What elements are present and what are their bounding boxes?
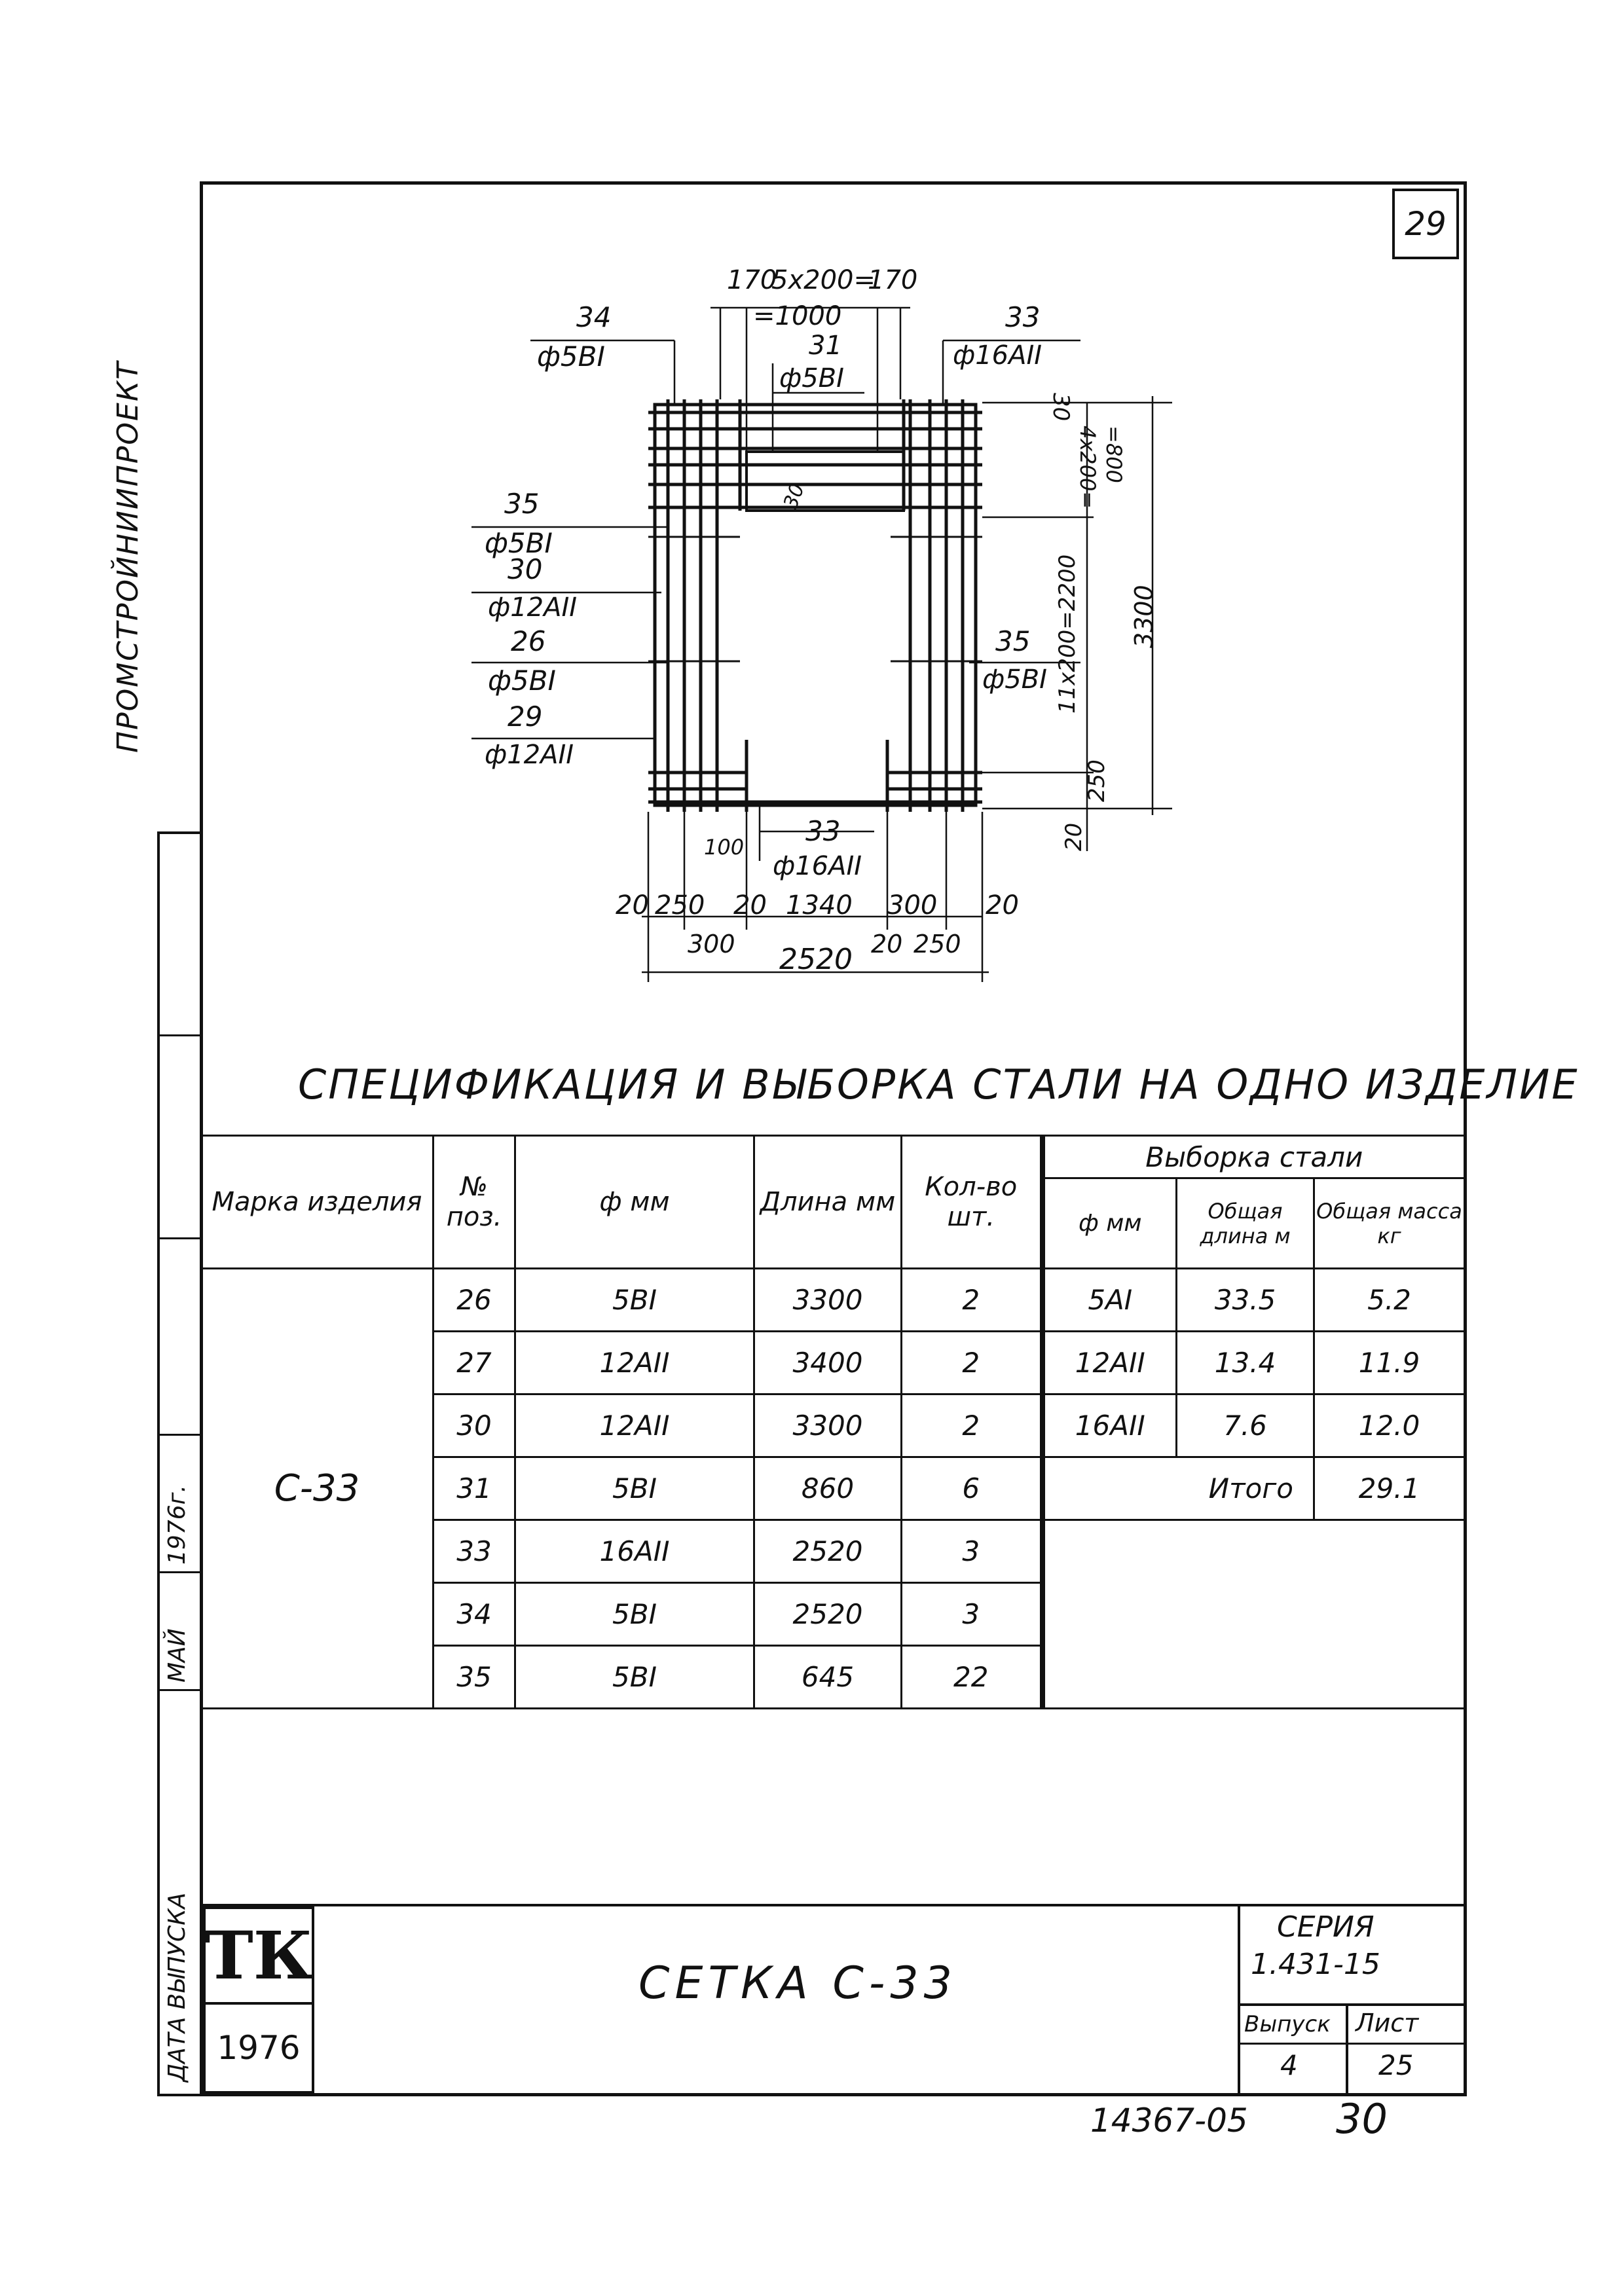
callout-dia: ф5ВI — [982, 665, 1047, 695]
dia-cell: 5ВI — [515, 1583, 754, 1646]
dim-bottom: 300 — [688, 930, 735, 958]
issue-sheet-divider — [1346, 2003, 1348, 2096]
dim-inner-b: 100 — [704, 835, 745, 860]
header-sel-dia: ф мм — [1043, 1178, 1177, 1269]
spec-table — [200, 1135, 1466, 1709]
qty-cell: 3 — [902, 1520, 1043, 1583]
sel-length-cell: 33.5 — [1177, 1269, 1314, 1332]
callout-pos: 33 — [1005, 301, 1041, 333]
sel-dia-cell: 12АII — [1043, 1332, 1177, 1394]
header-sel-length: Общая длина м — [1177, 1178, 1314, 1269]
title-block-year: 1976 — [203, 2005, 314, 2094]
callout-dia: ф12АII — [488, 592, 578, 623]
sheet-value: 25 — [1378, 2049, 1414, 2081]
callout-dia: ф16АII — [953, 340, 1043, 371]
dim-bottom-total: 2520 — [779, 943, 853, 976]
length-cell: 2520 — [754, 1583, 902, 1646]
header-sel-mass: Общая масса кг — [1314, 1178, 1465, 1269]
issue-divider — [1238, 2043, 1467, 2045]
callout-pos: 33 — [805, 815, 841, 847]
header-dia: ф мм — [515, 1136, 754, 1269]
stamp-divider — [157, 1434, 200, 1436]
callout-dia: ф5ВI — [485, 527, 553, 559]
callout-pos: 35 — [504, 488, 540, 520]
sel-dia-cell: 5АI — [1043, 1269, 1177, 1332]
dim-right-bottom: 250 — [1084, 759, 1110, 802]
qty-cell: 3 — [902, 1583, 1043, 1646]
dia-cell: 5ВI — [515, 1646, 754, 1709]
dim-top-middle: 5x200= — [771, 265, 876, 295]
qty-cell: 2 — [902, 1269, 1043, 1332]
stamp-divider — [157, 1571, 200, 1573]
dia-cell: 5ВI — [515, 1269, 754, 1332]
dim-right-upper-2: =800 — [1101, 426, 1126, 483]
dim-inner-a: 30 — [779, 481, 809, 512]
callout-pos: 35 — [995, 625, 1031, 657]
callout-dia: ф16АII — [773, 851, 862, 881]
header-length: Длина мм — [754, 1136, 902, 1269]
sel-mass-cell: 12.0 — [1314, 1394, 1465, 1457]
callout-dia: ф5ВI — [779, 363, 844, 393]
sel-length-cell: 7.6 — [1177, 1394, 1314, 1457]
sel-mass-cell: 11.9 — [1314, 1332, 1465, 1394]
organization-label: ПРОМСТРОЙНИИПРОЕКТ — [111, 361, 145, 753]
sheet-number: 29 — [1392, 189, 1459, 259]
issue-value: 4 — [1280, 2049, 1298, 2081]
sheet-label: Лист — [1356, 2009, 1419, 2037]
pos-cell: 34 — [434, 1583, 515, 1646]
dim-top-left: 170 — [727, 265, 777, 295]
qty-cell: 6 — [902, 1457, 1043, 1520]
dim-bottom: 1340 — [786, 890, 853, 920]
qty-cell: 22 — [902, 1646, 1043, 1709]
sel-mass-cell: 5.2 — [1314, 1269, 1465, 1332]
stamp-divider — [157, 1689, 200, 1691]
series-divider — [1238, 2003, 1467, 2006]
qty-cell: 2 — [902, 1332, 1043, 1394]
dim-bottom: 20 — [986, 890, 1019, 920]
dia-cell: 12АII — [515, 1394, 754, 1457]
pos-cell: 26 — [434, 1269, 515, 1332]
empty-cell — [1043, 1520, 1465, 1709]
dim-bottom: 250 — [655, 890, 705, 920]
stamp-month: МАЙ — [164, 1628, 191, 1683]
callout-pos: 31 — [809, 331, 842, 361]
pos-cell: 31 — [434, 1457, 515, 1520]
series-label: СЕРИЯ — [1277, 1910, 1375, 1944]
dim-top-right: 170 — [868, 265, 918, 295]
length-cell: 3300 — [754, 1269, 902, 1332]
drawing-title: СЕТКА С-33 — [638, 1958, 957, 2009]
header-selection: Выборка стали — [1043, 1136, 1465, 1178]
total-label: Итого — [1043, 1457, 1314, 1520]
issue-label: Выпуск — [1244, 2011, 1331, 2037]
dia-cell: 12АII — [515, 1332, 754, 1394]
length-cell: 860 — [754, 1457, 902, 1520]
sel-dia-cell: 16АII — [1043, 1394, 1177, 1457]
qty-cell: 2 — [902, 1394, 1043, 1457]
length-cell: 645 — [754, 1646, 902, 1709]
stamp-divider — [157, 1237, 200, 1239]
dim-right-top: 30 — [1048, 393, 1074, 422]
header-qty: Кол-во шт. — [902, 1136, 1043, 1269]
dim-bottom: 300 — [887, 890, 938, 920]
dim-bottom: 250 — [913, 930, 961, 958]
dim-right-middle: 11x200=2200 — [1054, 554, 1080, 714]
callout-dia: ф5ВI — [488, 665, 556, 697]
dim-bottom: 20 — [733, 890, 767, 920]
length-cell: 2520 — [754, 1520, 902, 1583]
length-cell: 3300 — [754, 1394, 902, 1457]
spec-title: СПЕЦИФИКАЦИЯ И ВЫБОРКА СТАЛИ НА ОДНО ИЗДЕЛИЕ — [298, 1061, 1579, 1108]
footer-code: 14367-05 — [1090, 2102, 1248, 2140]
sel-length-cell: 13.4 — [1177, 1332, 1314, 1394]
dim-top-middle-2: =1000 — [753, 301, 842, 331]
pos-cell: 27 — [434, 1332, 515, 1394]
stamp-year: 1976г. — [164, 1485, 191, 1565]
dim-bottom: 20 — [871, 930, 903, 958]
dia-cell: 16АII — [515, 1520, 754, 1583]
callout-pos: 26 — [511, 625, 546, 657]
callout-pos: 30 — [507, 553, 543, 585]
dim-bottom: 20 — [616, 890, 649, 920]
footer-page: 30 — [1336, 2095, 1388, 2143]
pos-cell: 35 — [434, 1646, 515, 1709]
callout-pos: 29 — [507, 701, 543, 733]
series-value: 1.431-15 — [1251, 1948, 1380, 1981]
length-cell: 3400 — [754, 1332, 902, 1394]
total-value: 29.1 — [1314, 1457, 1465, 1520]
header-mark: Марка изделия — [201, 1136, 434, 1269]
header-pos: № поз. — [434, 1136, 515, 1269]
dim-right-upper: 4x200= — [1075, 426, 1100, 509]
dia-cell: 5ВI — [515, 1457, 754, 1520]
callout-dia: ф12АII — [485, 740, 574, 770]
pos-cell: 30 — [434, 1394, 515, 1457]
dim-right-bottom-2: 20 — [1061, 822, 1087, 851]
tk-logo: ТК — [203, 1906, 314, 2005]
mark-cell: С-33 — [201, 1269, 434, 1709]
pos-cell: 33 — [434, 1520, 515, 1583]
callout-dia: ф5ВI — [537, 340, 605, 373]
stamp-date-label: ДАТА ВЫПУСКА — [164, 1892, 191, 2082]
callout-pos: 34 — [576, 301, 612, 333]
dim-right-total: 3300 — [1130, 585, 1158, 648]
